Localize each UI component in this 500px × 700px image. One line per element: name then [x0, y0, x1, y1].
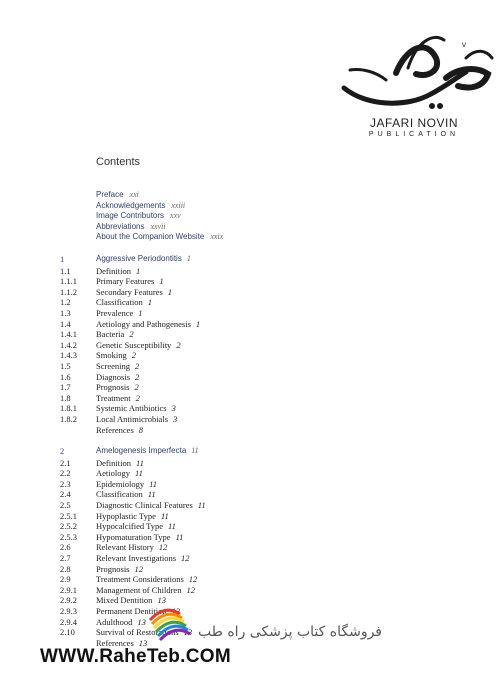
front-matter-title: Abbreviations — [96, 221, 145, 231]
toc-section-number: 2.1 — [60, 457, 71, 468]
toc-section-number: 1.4.2 — [60, 339, 77, 350]
toc-title-text: Hypocalcified Type — [96, 521, 163, 532]
toc-section-number: 2.5.1 — [60, 510, 77, 521]
toc-page-number: 12 — [188, 574, 198, 585]
toc-page-number: 12 — [181, 552, 190, 563]
toc-title-text: Diagnosis — [96, 371, 130, 382]
calligraphy-logo-icon — [336, 28, 496, 118]
toc-page-number: 11 — [149, 478, 158, 489]
toc-section-number: 1 — [60, 254, 65, 264]
page-title: Contents — [96, 156, 141, 168]
toc-section-title — [96, 511, 169, 522]
front-matter-page: xxvii — [150, 221, 166, 231]
toc-page-number: 12 — [158, 542, 168, 553]
toc-page-number: 1 — [167, 286, 173, 297]
toc-section-number: 2.4 — [60, 489, 71, 500]
toc-section-number: 1.4.1 — [60, 329, 77, 340]
toc-page-number: 11 — [191, 446, 199, 455]
front-matter-title: Image Contributors — [96, 211, 165, 220]
toc-page-number: 11 — [160, 510, 169, 521]
toc-title-text: Diagnostic Clinical Features — [96, 499, 193, 510]
publisher-logo — [336, 28, 496, 158]
toc-title-text: Genetic Susceptibility — [96, 339, 172, 350]
toc-page-number: 1 — [195, 318, 201, 329]
toc-section-number: 1.1.1 — [60, 276, 77, 287]
toc-title-text: Aggressive Periodontitis — [96, 254, 182, 263]
toc-title-text: Classification — [96, 489, 143, 500]
front-matter-title: Acknowledgements — [96, 200, 166, 210]
toc-title-text: Amelogenesis Imperfecta — [96, 446, 187, 455]
toc-section-title — [96, 414, 177, 425]
toc-title-text: Bacteria — [96, 329, 125, 340]
toc-title-text: References — [96, 424, 134, 435]
toc-title-text: Systemic Antibiotics — [96, 403, 167, 414]
page-number: v — [462, 40, 466, 49]
front-matter-title: About the Companion Website — [96, 232, 205, 241]
toc-page-number: 2 — [135, 360, 140, 371]
toc-section-title — [96, 254, 191, 265]
toc-title-text: Definition — [96, 265, 131, 276]
toc-title-text: Aetiology — [96, 468, 130, 479]
toc-title-text: Treatment Considerations — [96, 574, 184, 585]
toc-section-title — [96, 425, 143, 436]
toc-section-number: 1.1 — [60, 265, 71, 276]
toc-section-title — [96, 266, 140, 277]
toc-section-title — [96, 403, 176, 414]
toc-page-number: 3 — [171, 403, 176, 414]
toc-page-number: 2 — [134, 382, 139, 393]
toc-title-text: Mixed Dentition — [96, 595, 153, 606]
toc-title-text: Treatment — [96, 392, 131, 403]
toc-section-number: 1.8.2 — [60, 413, 77, 424]
toc-section-title — [96, 372, 139, 383]
front-matter-page: xxiii — [171, 200, 186, 210]
toc-section-title — [96, 340, 181, 351]
toc-title-text: Aetiology and Pathogenesis — [96, 318, 191, 329]
toc-section-title — [96, 468, 143, 479]
toc-title-text: Relevant Investigations — [96, 552, 177, 563]
toc-title-text: Hypomaturation Type — [96, 531, 171, 542]
toc-section-number: 2.5.3 — [60, 531, 77, 542]
toc-title-text: Prognosis — [96, 563, 130, 574]
toc-title-text: Hypoplastic Type — [96, 510, 156, 521]
toc-section-number: 1.5 — [60, 360, 71, 371]
toc-section-number: 1.4.3 — [60, 350, 77, 361]
toc-section-title — [96, 542, 167, 553]
toc-title-text: Classification — [96, 297, 143, 308]
toc-section-title — [96, 393, 140, 404]
toc-section-title — [96, 500, 206, 511]
toc-page-number: 13 — [138, 637, 148, 648]
toc-section-number: 1.3 — [60, 307, 71, 318]
toc-section-title — [96, 276, 164, 287]
toc-section-number: 2.9.2 — [60, 595, 77, 606]
toc-page-number: 2 — [135, 371, 140, 382]
toc-title-text: Local Antimicrobials — [96, 413, 168, 424]
toc-page-number: 2 — [176, 339, 181, 350]
toc-section-title — [96, 458, 144, 469]
toc-section-number: 2.5 — [60, 499, 71, 510]
toc-section-title — [96, 361, 139, 372]
toc-title-text: Survival of Restorations — [96, 627, 179, 638]
toc-title-text: Permanent Dentition — [96, 605, 167, 616]
toc-page-number: 13 — [171, 605, 181, 616]
toc-title-text: Smoking — [96, 350, 127, 361]
toc-section-number: 2.9.1 — [60, 584, 77, 595]
front-matter-item[interactable] — [96, 211, 223, 222]
toc-section-number: 1.8 — [60, 392, 71, 403]
toc-section-title — [96, 319, 200, 330]
toc-title-text: Epidemiology — [96, 478, 145, 489]
toc-page-number: 1 — [159, 276, 164, 287]
publisher-name: JAFARI NOVIN — [369, 116, 458, 130]
front-matter-item[interactable] — [96, 232, 223, 243]
toc-title-text: References — [96, 637, 134, 648]
toc-section-number: 2.9 — [60, 574, 71, 585]
toc-page-number: 11 — [135, 457, 144, 468]
toc-page-number: 12 — [134, 563, 144, 574]
toc-section-number: 1.4 — [60, 318, 71, 329]
toc-page-number: 12 — [186, 584, 195, 595]
toc-section-number: 2.7 — [60, 552, 71, 563]
publisher-subtitle: PUBLICATION — [368, 131, 460, 138]
toc-section-number: 1.8.1 — [60, 403, 77, 414]
front-matter-page: xxix — [210, 232, 224, 241]
toc-section-number: 2.6 — [60, 542, 71, 553]
watermark-url[interactable]: WWW.RaheTeb.COM — [40, 646, 231, 667]
toc-section-number: 1.1.2 — [60, 286, 77, 297]
toc-section-number: 2.3 — [60, 478, 71, 489]
toc-section-number: 2.2 — [60, 468, 71, 479]
toc-section-title — [96, 297, 152, 308]
toc-page-number: 3 — [173, 413, 178, 424]
toc-section-title — [96, 308, 143, 319]
toc-section-title — [96, 532, 183, 543]
toc-section-title — [96, 350, 136, 361]
toc-section-number: 1.2 — [60, 297, 71, 308]
toc-title-text: Primary Features — [96, 276, 155, 287]
toc-page-number: 1 — [147, 297, 152, 308]
toc-page-number: 13 — [137, 616, 146, 627]
toc-title-text: Secondary Features — [96, 286, 163, 297]
toc-page-number: 11 — [168, 521, 176, 532]
toc-section-title — [96, 564, 143, 575]
toc-section-title — [96, 574, 197, 585]
toc-page-number: 2 — [129, 329, 134, 340]
toc-page-number: 1 — [186, 254, 191, 263]
toc-section-number: 2 — [60, 446, 65, 456]
toc-title-text: Prognosis — [96, 382, 130, 393]
toc-section-title — [96, 489, 156, 500]
toc-title-text: Management of Children — [96, 584, 182, 595]
toc-section-title — [96, 521, 176, 532]
front-matter-list — [96, 190, 223, 243]
toc-section-title — [96, 446, 199, 457]
toc-section-number: 1.6 — [60, 371, 71, 382]
toc-section-title — [96, 382, 139, 393]
toc-page-number: 8 — [138, 424, 144, 435]
toc-section-title — [96, 553, 190, 564]
front-matter-title: Preface — [96, 190, 124, 199]
toc-title-text: Definition — [96, 457, 131, 468]
toc-section-title — [96, 329, 134, 340]
toc-page-number: 1 — [135, 265, 141, 276]
watermark-persian-text: فروشگاه کتاب پزشکی راه طب — [198, 624, 383, 640]
toc-title-text: Prevalence — [96, 307, 134, 318]
toc-page-number: 2 — [131, 350, 136, 361]
toc-page-number: 13 — [157, 595, 166, 606]
toc-page-number: 1 — [138, 307, 143, 318]
toc-section-number: 2.10 — [60, 627, 75, 638]
toc-page-number: 11 — [197, 499, 206, 510]
toc-page-number: 13 — [183, 627, 193, 638]
toc-page-number: 11 — [175, 531, 184, 542]
front-matter-item[interactable] — [96, 201, 223, 212]
front-matter-item[interactable] — [96, 190, 223, 201]
toc-page-number: 11 — [147, 489, 156, 500]
toc-title-text: Relevant History — [96, 542, 154, 553]
toc-title-text: Adulthood — [96, 616, 133, 627]
toc-section-number: 2.9.4 — [60, 616, 77, 627]
toc-page-number: 2 — [135, 392, 140, 403]
toc-section-number: 2.5.2 — [60, 521, 77, 532]
toc-section-number: 2.8 — [60, 563, 71, 574]
front-matter-page: xxi — [129, 190, 139, 199]
toc-title-text: Screening — [96, 360, 130, 371]
front-matter-page: xxv — [170, 211, 181, 220]
toc-section-title — [96, 479, 157, 490]
toc-section-number: 2.9.3 — [60, 605, 77, 616]
toc-section-number: 1.7 — [60, 382, 71, 393]
toc-section-title — [96, 287, 172, 298]
front-matter-item[interactable] — [96, 222, 223, 233]
toc-page-number: 11 — [135, 468, 143, 479]
